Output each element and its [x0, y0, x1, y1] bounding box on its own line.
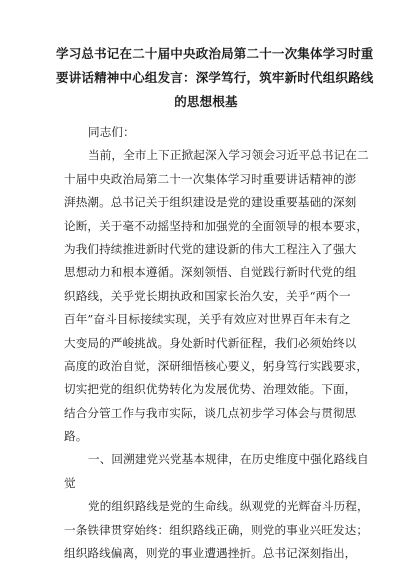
title-line-1: 学习总书记在二十届中央政治局第二十一次集体学习时重	[56, 46, 374, 61]
section-heading-line-2: 觉	[64, 475, 76, 490]
paragraph-1-line-2: 十届中央政治局第二十一次集体学习时重要讲话精神的澎	[64, 171, 357, 186]
section-heading-line-1: 一、回溯建党兴党基本规律，在历史维度中强化路线自	[88, 452, 369, 467]
paragraph-1-line-3: 湃热潮。总书记关于组织建设是党的建设重要基础的深刻	[64, 195, 357, 210]
paragraph-1-line-4: 论断，关于毫不动摇坚持和加强党的全面领导的根本要求，	[64, 218, 369, 233]
paragraph-1-line-7: 织路线，关乎党长期执政和国家长治久安，关乎“两个一	[64, 288, 351, 303]
paragraph-1-line-12: 结合分管工作与我市实际，谈几点初步学习体会与贯彻思	[64, 405, 357, 420]
document-title	[56, 42, 374, 114]
paragraph-2-line-1: 党的组织路线是党的生命线。纵观党的光辉奋斗历程，	[88, 499, 369, 514]
paragraph-1-line-13: 路。	[64, 429, 88, 444]
paragraph-2-line-3: 组织路线偏离，则党的事业遭遇挫折。总书记深刻指出，	[64, 546, 357, 561]
paragraph-1-line-5: 为我们持续推进新时代党的建设新的伟大工程注入了强大	[64, 241, 357, 256]
paragraph-1-line-1: 当前，全市上下正掀起深入学习领会习近平总书记在二	[88, 148, 369, 163]
paragraph-1-line-11: 切实把党的组织优势转化为发展优势、治理效能。下面，	[64, 382, 357, 397]
paragraph-1-line-10: 高度的政治自觉，深研细悟核心要义，躬身笃行实践要求，	[64, 358, 369, 373]
paragraph-2-line-2: 一条铁律贯穿始终：组织路线正确，则党的事业兴旺发达；	[64, 522, 369, 537]
salutation: 同志们：	[88, 125, 135, 139]
paragraph-1-line-6: 思想动力和根本遵循。深刻领悟、自觉践行新时代党的组	[64, 265, 357, 280]
paragraph-1-line-9: 大变局的严峻挑战。身处新时代新征程，我们必须始终以	[64, 335, 357, 350]
title-line-3: 的思想根基	[174, 94, 238, 109]
paragraph-1-line-8: 百年”奋斗目标接续实现，关乎有效应对世界百年未有之	[64, 312, 351, 327]
title-line-2: 要讲话精神中心组发言：深学笃行，筑牢新时代组织路线	[56, 70, 374, 85]
document-body	[64, 121, 369, 565]
